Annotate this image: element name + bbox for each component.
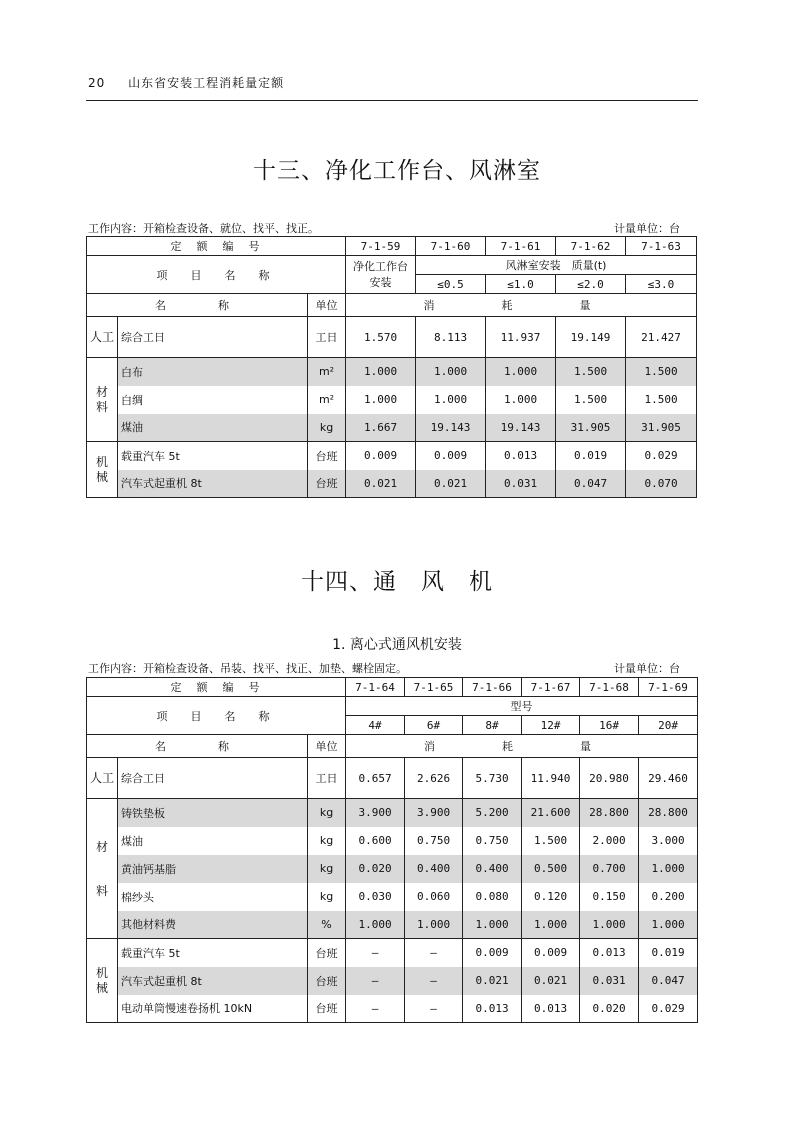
- value-cell: 29.460: [639, 758, 698, 799]
- name-column-label: 名 称: [87, 735, 308, 758]
- value-cell: 0.070: [626, 470, 697, 498]
- air-shower-group-header: 风淋室安装 质量(t): [416, 256, 697, 275]
- value-cell: 1.000: [346, 358, 416, 386]
- value-cell: 0.031: [486, 470, 556, 498]
- value-cell: 3.000: [639, 827, 698, 855]
- value-cell: —: [346, 995, 405, 1023]
- value-cell: 3.900: [346, 799, 405, 827]
- value-cell: 1.500: [522, 827, 580, 855]
- material-name: 煤油: [118, 827, 308, 855]
- model-cell: 16#: [580, 716, 639, 735]
- section-13-table: [86, 236, 697, 498]
- value-cell: 0.120: [522, 883, 580, 911]
- material-name: 白绸: [118, 386, 308, 414]
- quota-code-label: 定 额 编 号: [87, 678, 346, 697]
- value-cell: 1.000: [346, 386, 416, 414]
- value-cell: 0.750: [405, 827, 463, 855]
- value-cell: 2.626: [405, 758, 463, 799]
- machine-row: [87, 470, 697, 498]
- value-cell: 1.000: [346, 911, 405, 939]
- labor-unit: 工日: [308, 758, 346, 799]
- value-cell: 5.730: [463, 758, 522, 799]
- weight-cell: ≤2.0: [556, 275, 626, 294]
- value-cell: 2.000: [580, 827, 639, 855]
- column-label-row: [87, 294, 697, 317]
- value-cell: 0.060: [405, 883, 463, 911]
- value-cell: —: [405, 967, 463, 995]
- code-cell: 7-1-63: [626, 237, 697, 256]
- value-cell: 21.427: [626, 317, 697, 358]
- value-cell: 1.000: [416, 386, 486, 414]
- machine-name: 电动单筒慢速卷扬机 10kN: [118, 995, 308, 1023]
- value-cell: 1.000: [580, 911, 639, 939]
- code-cell: 7-1-62: [556, 237, 626, 256]
- value-cell: 0.029: [626, 442, 697, 470]
- material-name: 棉纱头: [118, 883, 308, 911]
- code-cell: 7-1-66: [463, 678, 522, 697]
- value-cell: 0.021: [346, 470, 416, 498]
- labor-category: 人工: [87, 758, 118, 799]
- code-cell: 7-1-61: [486, 237, 556, 256]
- value-cell: 0.013: [580, 939, 639, 967]
- value-cell: 1.000: [639, 911, 698, 939]
- consumption-label: 消 耗 量: [346, 294, 697, 317]
- materials-category: 材料: [87, 358, 118, 442]
- code-cell: 7-1-60: [416, 237, 486, 256]
- clean-bench-header: 净化工作台安装: [346, 256, 416, 294]
- value-cell: 1.000: [522, 911, 580, 939]
- value-cell: 8.113: [416, 317, 486, 358]
- value-cell: 1.500: [626, 358, 697, 386]
- value-cell: 1.500: [556, 358, 626, 386]
- material-unit: m²: [308, 358, 346, 386]
- machine-unit: 台班: [308, 442, 346, 470]
- model-cell: 12#: [522, 716, 580, 735]
- material-row: [87, 827, 698, 855]
- labor-row: [87, 758, 698, 799]
- section-14-table: [86, 677, 698, 1023]
- value-cell: 20.980: [580, 758, 639, 799]
- value-cell: 0.031: [580, 967, 639, 995]
- machine-unit: 台班: [308, 939, 346, 967]
- labor-category: 人工: [87, 317, 118, 358]
- material-row: [87, 414, 697, 442]
- machines-category: 机械: [87, 442, 118, 498]
- code-cell: 7-1-69: [639, 678, 698, 697]
- material-name: 煤油: [118, 414, 308, 442]
- material-unit: kg: [308, 414, 346, 442]
- book-title: 山东省安装工程消耗量定额: [128, 76, 285, 90]
- code-cell: 7-1-65: [405, 678, 463, 697]
- value-cell: 0.030: [346, 883, 405, 911]
- value-cell: 0.009: [522, 939, 580, 967]
- value-cell: 11.937: [486, 317, 556, 358]
- model-cell: 4#: [346, 716, 405, 735]
- labor-name: 综合工日: [118, 758, 308, 799]
- value-cell: 0.047: [556, 470, 626, 498]
- quota-code-row: [87, 237, 697, 256]
- material-row: [87, 386, 697, 414]
- material-name: 铸铁垫板: [118, 799, 308, 827]
- model-cell: 20#: [639, 716, 698, 735]
- name-column-label: 名 称: [87, 294, 308, 317]
- value-cell: 28.800: [580, 799, 639, 827]
- header-rule: [86, 100, 698, 101]
- machine-row: [87, 442, 697, 470]
- value-cell: 28.800: [639, 799, 698, 827]
- model-group-header: 型号: [346, 697, 698, 716]
- labor-row: [87, 317, 697, 358]
- material-unit: m²: [308, 386, 346, 414]
- value-cell: 1.000: [486, 358, 556, 386]
- value-cell: —: [405, 995, 463, 1023]
- value-cell: 0.400: [463, 855, 522, 883]
- material-unit: kg: [308, 827, 346, 855]
- material-name: 其他材料费: [118, 911, 308, 939]
- consumption-label: 消 耗 量: [346, 735, 698, 758]
- weight-cell: ≤3.0: [626, 275, 697, 294]
- unit-column-label: 单位: [308, 294, 346, 317]
- machine-row: [87, 939, 698, 967]
- value-cell: 0.021: [463, 967, 522, 995]
- section-14-title: 十四、通 风 机: [301, 569, 493, 595]
- machine-row: [87, 967, 698, 995]
- material-row: [87, 799, 698, 827]
- value-cell: 0.021: [522, 967, 580, 995]
- value-cell: 1.500: [556, 386, 626, 414]
- value-cell: 0.019: [556, 442, 626, 470]
- value-cell: 1.570: [346, 317, 416, 358]
- weight-cell: ≤0.5: [416, 275, 486, 294]
- value-cell: 19.149: [556, 317, 626, 358]
- code-cell: 7-1-68: [580, 678, 639, 697]
- value-cell: 0.021: [416, 470, 486, 498]
- value-cell: 0.013: [486, 442, 556, 470]
- machine-name: 载重汽车 5t: [118, 939, 308, 967]
- value-cell: 5.200: [463, 799, 522, 827]
- labor-unit: 工日: [308, 317, 346, 358]
- value-cell: 0.047: [639, 967, 698, 995]
- column-label-row: [87, 735, 698, 758]
- machine-unit: 台班: [308, 995, 346, 1023]
- machine-name: 汽车式起重机 8t: [118, 470, 308, 498]
- section-13-unit: 计量单位：台: [614, 222, 680, 235]
- machines-category: 机械: [87, 939, 118, 1023]
- value-cell: 21.600: [522, 799, 580, 827]
- machine-unit: 台班: [308, 470, 346, 498]
- value-cell: 3.900: [405, 799, 463, 827]
- value-cell: 0.020: [346, 855, 405, 883]
- value-cell: 1.000: [416, 358, 486, 386]
- value-cell: 0.080: [463, 883, 522, 911]
- machine-name: 载重汽车 5t: [118, 442, 308, 470]
- value-cell: 0.200: [639, 883, 698, 911]
- section-14-subtitle: 1. 离心式通风机安装: [332, 637, 462, 653]
- material-unit: kg: [308, 855, 346, 883]
- section-14-unit: 计量单位：台: [614, 662, 680, 675]
- value-cell: 0.020: [580, 995, 639, 1023]
- value-cell: 1.667: [346, 414, 416, 442]
- value-cell: 1.000: [405, 911, 463, 939]
- value-cell: —: [346, 939, 405, 967]
- value-cell: 0.009: [463, 939, 522, 967]
- model-cell: 6#: [405, 716, 463, 735]
- material-row: [87, 855, 698, 883]
- weight-cell: ≤1.0: [486, 275, 556, 294]
- section-13-title: 十三、净化工作台、风淋室: [253, 158, 541, 184]
- materials-category: 材料: [87, 799, 118, 939]
- value-cell: 0.150: [580, 883, 639, 911]
- quota-code-row: [87, 678, 698, 697]
- material-row: [87, 911, 698, 939]
- material-row: [87, 358, 697, 386]
- section-14-work-content: 工作内容：开箱检查设备、吊装、找平、找正、加垫、螺栓固定。: [88, 662, 407, 675]
- item-name-row-1: [87, 697, 698, 716]
- value-cell: 0.600: [346, 827, 405, 855]
- unit-column-label: 单位: [308, 735, 346, 758]
- material-unit: kg: [308, 883, 346, 911]
- value-cell: 19.143: [486, 414, 556, 442]
- value-cell: 0.029: [639, 995, 698, 1023]
- model-cell: 8#: [463, 716, 522, 735]
- value-cell: 0.700: [580, 855, 639, 883]
- material-row: [87, 883, 698, 911]
- material-unit: kg: [308, 799, 346, 827]
- value-cell: 31.905: [626, 414, 697, 442]
- value-cell: 1.000: [486, 386, 556, 414]
- code-cell: 7-1-59: [346, 237, 416, 256]
- value-cell: —: [405, 939, 463, 967]
- value-cell: 1.500: [626, 386, 697, 414]
- item-name-row-1: [87, 256, 697, 275]
- value-cell: 0.400: [405, 855, 463, 883]
- item-name-label: 项 目 名 称: [87, 697, 346, 735]
- value-cell: 0.019: [639, 939, 698, 967]
- machine-name: 汽车式起重机 8t: [118, 967, 308, 995]
- value-cell: 11.940: [522, 758, 580, 799]
- value-cell: 19.143: [416, 414, 486, 442]
- quota-code-label: 定 额 编 号: [87, 237, 346, 256]
- material-name: 黄油钙基脂: [118, 855, 308, 883]
- value-cell: 1.000: [463, 911, 522, 939]
- code-cell: 7-1-67: [522, 678, 580, 697]
- code-cell: 7-1-64: [346, 678, 405, 697]
- item-name-label: 项 目 名 称: [87, 256, 346, 294]
- page-header: [88, 74, 284, 91]
- value-cell: 0.013: [463, 995, 522, 1023]
- page-number: 20: [88, 76, 106, 90]
- value-cell: 0.013: [522, 995, 580, 1023]
- value-cell: —: [346, 967, 405, 995]
- value-cell: 0.750: [463, 827, 522, 855]
- material-name: 白布: [118, 358, 308, 386]
- machine-row: [87, 995, 698, 1023]
- value-cell: 31.905: [556, 414, 626, 442]
- material-unit: %: [308, 911, 346, 939]
- section-13-work-content: 工作内容：开箱检查设备、就位、找平、找正。: [88, 222, 319, 235]
- machine-unit: 台班: [308, 967, 346, 995]
- value-cell: 0.500: [522, 855, 580, 883]
- value-cell: 0.009: [416, 442, 486, 470]
- value-cell: 1.000: [639, 855, 698, 883]
- value-cell: 0.009: [346, 442, 416, 470]
- labor-name: 综合工日: [118, 317, 308, 358]
- value-cell: 0.657: [346, 758, 405, 799]
